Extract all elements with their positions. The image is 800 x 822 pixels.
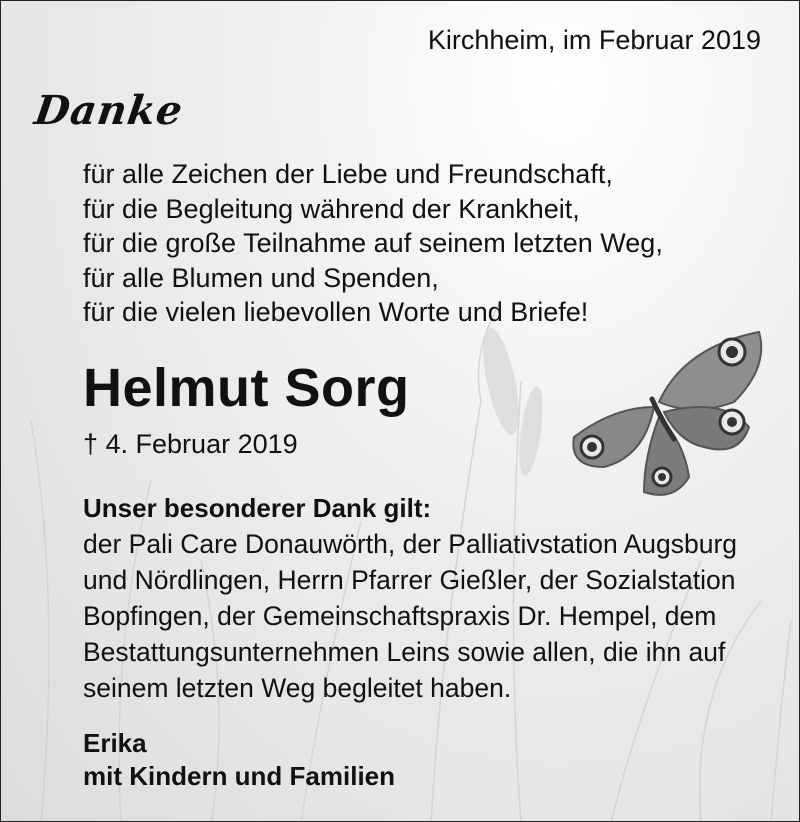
signature-family: mit Kindern und Familien: [83, 761, 396, 791]
signature-name: Erika: [83, 728, 147, 758]
special-thanks-heading: Unser besonderer Dank gilt:: [83, 493, 432, 523]
thanks-line: für alle Zeichen der Liebe und Freundschaft,: [83, 159, 613, 189]
special-thanks-text: der Pali Care Donauwörth, der Palliativstation Augsburg und Nördlingen, Herrn Pfarrer Gießler, der Sozialstation Bopfingen, der Gemeinschaftspraxis Dr. Hempel, dem Bestattungsunternehmen Leins sowie allen, die ihn auf seinem letzten Weg begleitet haben.: [83, 529, 738, 703]
title-danke: Danke: [31, 87, 187, 134]
place-date: Kirchheim, im Februar 2019: [427, 25, 761, 55]
thanks-line: für alle Blumen und Spenden,: [83, 262, 439, 293]
butterfly-icon: [564, 327, 764, 503]
thanks-list: [83, 157, 663, 330]
thanks-line: für die Begleitung während der Krankheit,: [83, 193, 580, 224]
thanks-line: für die vielen liebevollen Worte und Briefe!: [83, 297, 589, 327]
thanks-line: für die große Teilnahme auf seinem letzten Weg,: [83, 228, 663, 258]
death-date: † 4. Februar 2019: [83, 429, 298, 459]
deceased-name: Helmut Sorg: [83, 358, 410, 418]
